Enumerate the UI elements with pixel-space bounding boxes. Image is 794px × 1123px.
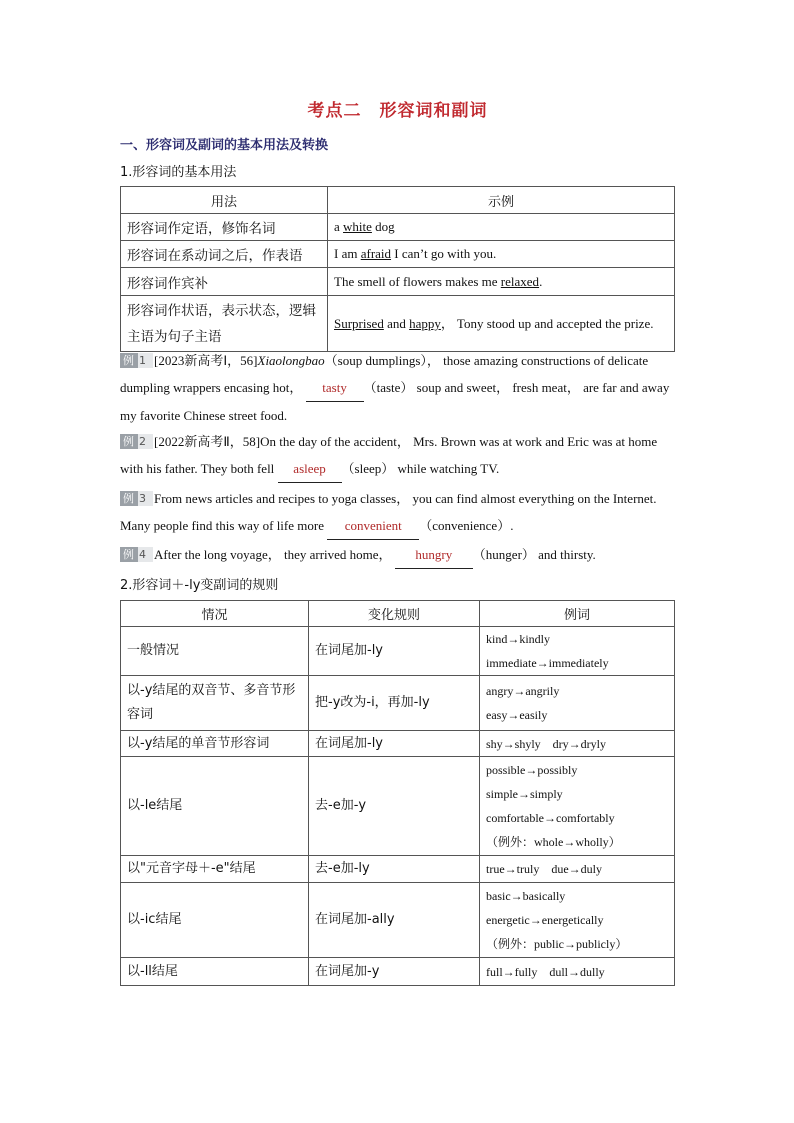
example-badge: 例 4 xyxy=(120,547,153,562)
examples-cell: basic→basically energetic→energetically （例外：public→publicly） xyxy=(480,883,675,958)
page-title: 考点二 形容词和副词 xyxy=(307,101,488,121)
example-cell: Surprised and happy， Tony stood up and accepted the prize. xyxy=(328,296,675,352)
example-cell: The smell of flowers makes me relaxed. xyxy=(328,268,675,296)
answer-blank: convenient xyxy=(327,512,419,540)
examples-cell: angry→angrily easy→easily xyxy=(480,676,675,731)
case-cell: 以-ic结尾 xyxy=(121,883,309,958)
example-4: 例 4 After the long voyage， they arrived home， hungry （hunger） and thirsty. xyxy=(120,541,675,569)
usage-cell: 形容词作定语，修饰名词 xyxy=(121,214,328,241)
examples-cell: full→fully dull→dully xyxy=(480,958,675,986)
case-cell: 以-le结尾 xyxy=(121,757,309,856)
rule-cell: 在词尾加-y xyxy=(309,958,480,986)
table-header: 例词 xyxy=(480,601,675,627)
usage-cell: 形容词在系动词之后，作表语 xyxy=(121,241,328,268)
table-row xyxy=(121,627,675,676)
table-row xyxy=(121,856,675,883)
adjective-usage-table xyxy=(120,186,675,352)
rule-cell: 在词尾加-ly xyxy=(309,627,480,676)
table-row xyxy=(121,268,675,296)
rule-cell: 去-e加-ly xyxy=(309,856,480,883)
case-cell: 一般情况 xyxy=(121,627,309,676)
usage-cell: 形容词作状语，表示状态，逻辑主语为句子主语 xyxy=(121,296,328,352)
case-cell: 以"元音字母＋-e"结尾 xyxy=(121,856,309,883)
table-header: 情况 xyxy=(121,601,309,627)
examples-cell: shy→shyly dry→dryly xyxy=(480,731,675,757)
table-row xyxy=(121,296,675,352)
example-1: 例 1 [2023新高考Ⅰ，56]Xiaolongbao（soup dumplings）， those amazing constructions of delicate dumpling wrappers encasing hot， tasty （taste） soup and sweet， fresh meat， are far and away my favorite Chinese street food. xyxy=(120,353,670,423)
example-3: 例 3 From news articles and recipes to yoga classes， you can find almost everything on the Internet. Many people find this way of life more convenient （convenience）. xyxy=(120,485,675,540)
adverb-rules-table xyxy=(120,600,675,986)
case-cell: 以-ll结尾 xyxy=(121,958,309,986)
case-cell: 以-y结尾的双音节、多音节形容词 xyxy=(121,676,309,731)
example-badge: 例 2 xyxy=(120,434,153,449)
rule-cell: 去-e加-y xyxy=(309,757,480,856)
example-badge: 例 3 xyxy=(120,491,153,506)
table-row xyxy=(121,757,675,856)
table-row xyxy=(121,731,675,757)
example-cell: I am afraid I can’t go with you. xyxy=(328,241,675,268)
subsection-heading-1: 1.形容词的基本用法 xyxy=(120,165,237,180)
rule-cell: 在词尾加-ly xyxy=(309,731,480,757)
table-row xyxy=(121,958,675,986)
example-badge: 例 1 xyxy=(120,353,153,368)
answer-blank: hungry xyxy=(395,541,473,569)
table-row xyxy=(121,241,675,268)
examples-cell: true→truly due→duly xyxy=(480,856,675,883)
table-row xyxy=(121,214,675,241)
examples-cell: possible→possibly simple→simply comfortable→comfortably （例外：whole→wholly） xyxy=(480,757,675,856)
usage-cell: 形容词作宾补 xyxy=(121,268,328,296)
answer-blank: tasty xyxy=(306,374,364,402)
example-cell: a white dog xyxy=(328,214,675,241)
examples-cell: kind→kindly immediate→immediately xyxy=(480,627,675,676)
table-row xyxy=(121,883,675,958)
section-heading: 一、形容词及副词的基本用法及转换 xyxy=(120,138,329,153)
answer-blank: asleep xyxy=(278,455,342,483)
table-header: 示例 xyxy=(328,187,675,214)
table-header: 用法 xyxy=(121,187,328,214)
table-row xyxy=(121,676,675,731)
table-header: 变化规则 xyxy=(309,601,480,627)
rule-cell: 在词尾加-ally xyxy=(309,883,480,958)
rule-cell: 把-y改为-i，再加-ly xyxy=(309,676,480,731)
subsection-heading-2: 2.形容词＋-ly变副词的规则 xyxy=(120,578,279,593)
case-cell: 以-y结尾的单音节形容词 xyxy=(121,731,309,757)
example-2: 例 2 [2022新高考Ⅱ，58]On the day of the accident， Mrs. Brown was at work and Eric was at home with his father. They both fell asleep （sleep） while watching TV. xyxy=(120,428,675,483)
